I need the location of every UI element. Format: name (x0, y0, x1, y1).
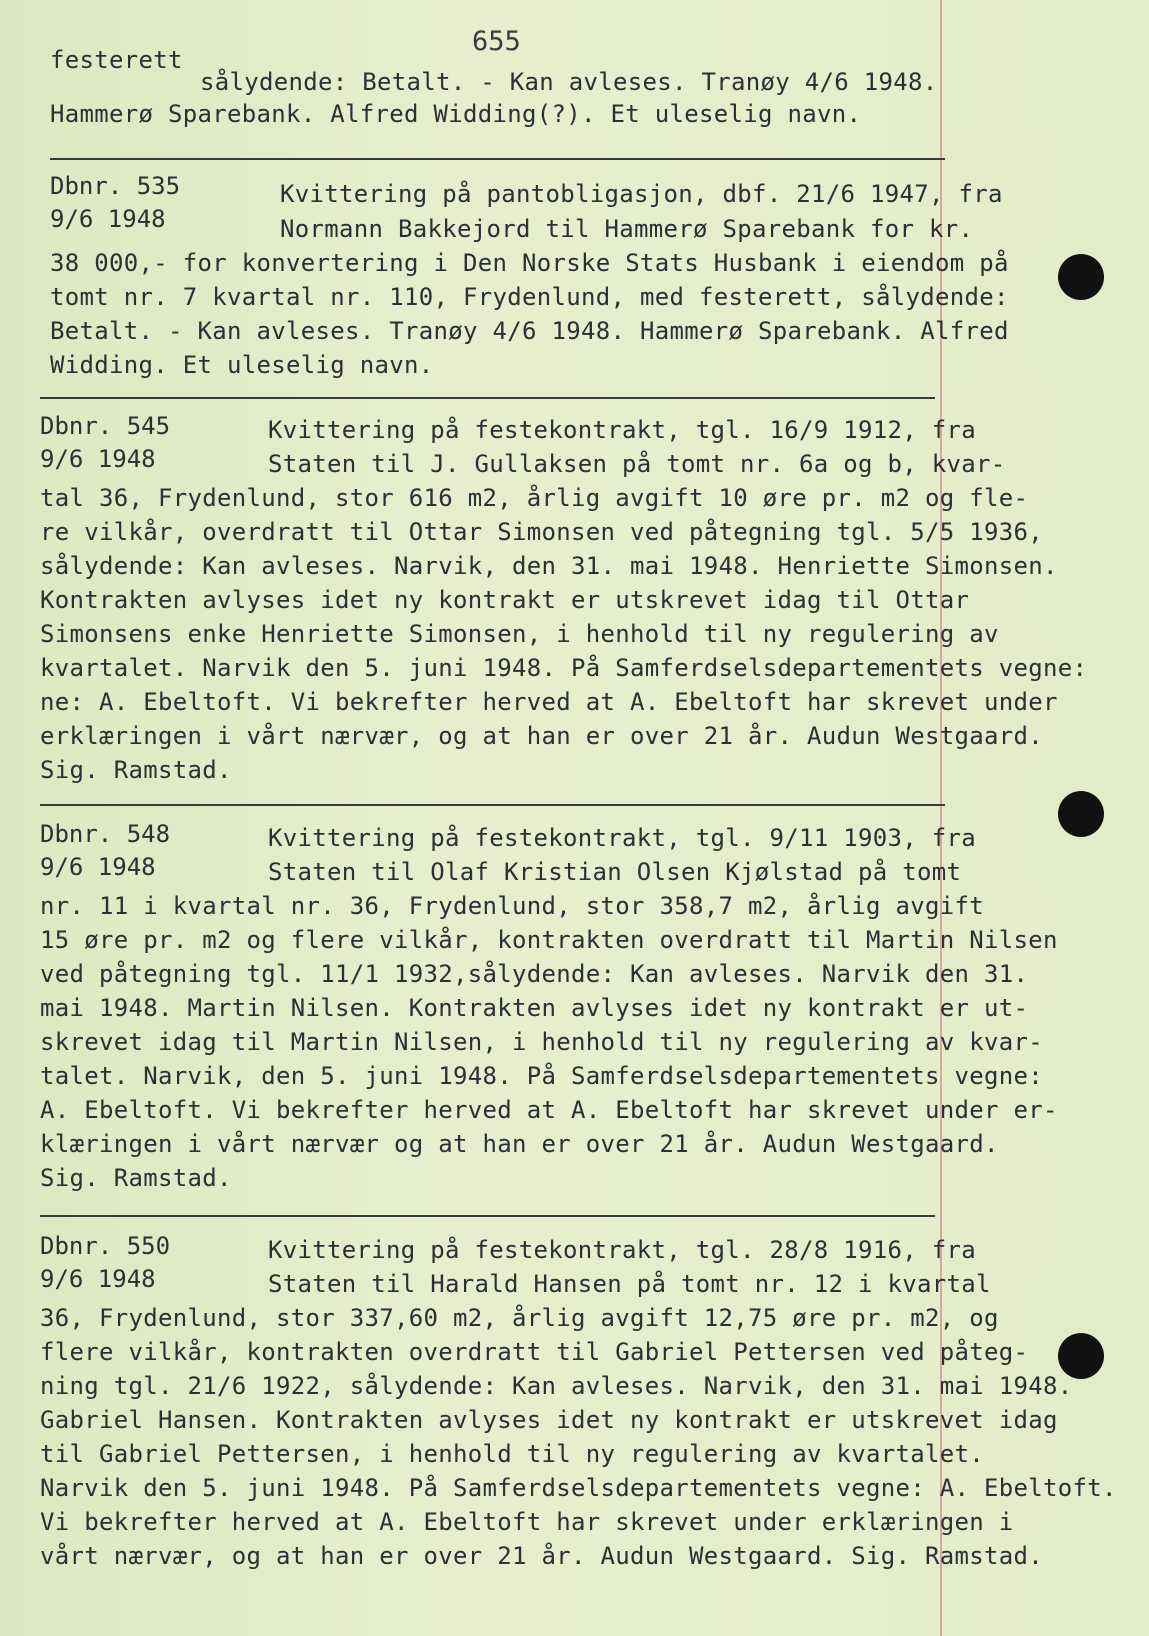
entry-text-line: Narvik den 5. juni 1948. På Samferdselsdepartementets vegne: A. Ebeltoft. (40, 1474, 1117, 1502)
entry-text-line: A. Ebeltoft. Vi bekrefter herved at A. Ebeltoft har skrevet under er- (40, 1096, 1058, 1124)
intro-line: sålydende: Betalt. - Kan avleses. Tranøy 4/6 1948. (200, 68, 938, 96)
entry-text-line: Simonsens enke Henriette Simonsen, i henhold til ny regulering av (40, 620, 999, 648)
entry-text-line: ning tgl. 21/6 1922, sålydende: Kan avleses. Narvik, den 31. mai 1948. (40, 1372, 1073, 1400)
entry-date: 9/6 1948 (40, 445, 156, 473)
entry-text-line: nr. 11 i kvartal nr. 36, Frydenlund, stor 358,7 m2, årlig avgift (40, 892, 984, 920)
entry-text-line: ne: A. Ebeltoft. Vi bekrefter herved at A. Ebeltoft har skrevet under (40, 688, 1058, 716)
entry-text-line: Kontrakten avlyses idet ny kontrakt er utskrevet idag til Ottar (40, 586, 970, 614)
entry-text-line: mai 1948. Martin Nilsen. Kontrakten avlyses idet ny kontrakt er ut- (40, 994, 1029, 1022)
section-divider (40, 397, 935, 399)
entry-text-line: Sig. Ramstad. (40, 1164, 232, 1192)
intro-line: Hammerø Sparebank. Alfred Widding(?). Et uleselig navn. (50, 100, 862, 128)
entry-text-line: Staten til Harald Hansen på tomt nr. 12 i kvartal (268, 1270, 991, 1298)
entry-number: Dbnr. 545 (40, 412, 171, 440)
entry-text-line: talet. Narvik, den 5. juni 1948. På Samferdselsdepartementets vegne: (40, 1062, 1043, 1090)
entry-text-line: ved påtegning tgl. 11/1 1932,sålydende: Kan avleses. Narvik den 31. (40, 960, 1029, 988)
punch-hole-top (1058, 254, 1104, 300)
entry-number: Dbnr. 548 (40, 820, 171, 848)
entry-date: 9/6 1948 (50, 205, 166, 233)
entry-text-line: flere vilkår, kontrakten overdratt til Gabriel Pettersen ved påteg- (40, 1338, 1029, 1366)
entry-text-line: 38 000,- for konvertering i Den Norske Stats Husbank i eiendom på (50, 249, 1009, 277)
entry-text-line: Gabriel Hansen. Kontrakten avlyses idet ny kontrakt er utskrevet idag (40, 1406, 1058, 1434)
entry-text-line: sålydende: Kan avleses. Narvik, den 31. mai 1948. Henriette Simonsen. (40, 552, 1058, 580)
section-divider (40, 1215, 935, 1217)
entry-text-line: klæringen i vårt nærvær og at han er over 21 år. Audun Westgaard. (40, 1130, 999, 1158)
entry-text-line: Normann Bakkejord til Hammerø Sparebank for kr. (280, 215, 974, 243)
entry-text-line: kvartalet. Narvik den 5. juni 1948. På Samferdselsdepartementets vegne: (40, 654, 1088, 682)
entry-text-line: Kvittering på festekontrakt, tgl. 28/8 1916, fra (268, 1236, 976, 1264)
entry-date: 9/6 1948 (40, 1265, 156, 1293)
entry-text-line: Kvittering på festekontrakt, tgl. 16/9 1912, fra (268, 416, 976, 444)
entry-text-line: tal 36, Frydenlund, stor 616 m2, årlig avgift 10 øre pr. m2 og fle- (40, 484, 1029, 512)
entry-text-line: tomt nr. 7 kvartal nr. 110, Frydenlund, med festerett, sålydende: (50, 283, 1009, 311)
punch-hole-middle (1058, 791, 1104, 837)
entry-text-line: til Gabriel Pettersen, i henhold til ny regulering av kvartalet. (40, 1440, 984, 1468)
entry-text-line: Sig. Ramstad. (40, 756, 232, 784)
entry-text-line: re vilkår, overdratt til Ottar Simonsen ved påtegning tgl. 5/5 1936, (40, 518, 1043, 546)
entry-date: 9/6 1948 (40, 853, 156, 881)
section-divider (40, 804, 945, 806)
entry-number: Dbnr. 550 (40, 1232, 171, 1260)
entry-text-line: skrevet idag til Martin Nilsen, i henhold til ny regulering av kvar- (40, 1028, 1043, 1056)
entry-text-line: Vi bekrefter herved at A. Ebeltoft har skrevet under erklæringen i (40, 1508, 1014, 1536)
section-divider (50, 158, 945, 160)
entry-text-line: Staten til J. Gullaksen på tomt nr. 6a og b, kvar- (268, 450, 1006, 478)
entry-number: Dbnr. 535 (50, 172, 181, 200)
entry-text-line: Kvittering på festekontrakt, tgl. 9/11 1903, fra (268, 824, 976, 852)
entry-text-line: Betalt. - Kan avleses. Tranøy 4/6 1948. Hammerø Sparebank. Alfred (50, 317, 1009, 345)
page-number: 655 (472, 26, 521, 57)
entry-text-line: 36, Frydenlund, stor 337,60 m2, årlig avgift 12,75 øre pr. m2, og (40, 1304, 999, 1332)
entry-text-line: erklæringen i vårt nærvær, og at han er over 21 år. Audun Westgaard. (40, 722, 1043, 750)
entry-text-line: Kvittering på pantobligasjon, dbf. 21/6 1947, fra (280, 180, 1003, 208)
entry-text-line: Staten til Olaf Kristian Olsen Kjølstad på tomt (268, 858, 962, 886)
entry-text-line: 15 øre pr. m2 og flere vilkår, kontrakten overdratt til Martin Nilsen (40, 926, 1058, 954)
intro-line: festerett (50, 46, 183, 74)
entry-text-line: Widding. Et uleselig navn. (50, 351, 434, 379)
entry-text-line: vårt nærvær, og at han er over 21 år. Audun Westgaard. Sig. Ramstad. (40, 1542, 1043, 1570)
